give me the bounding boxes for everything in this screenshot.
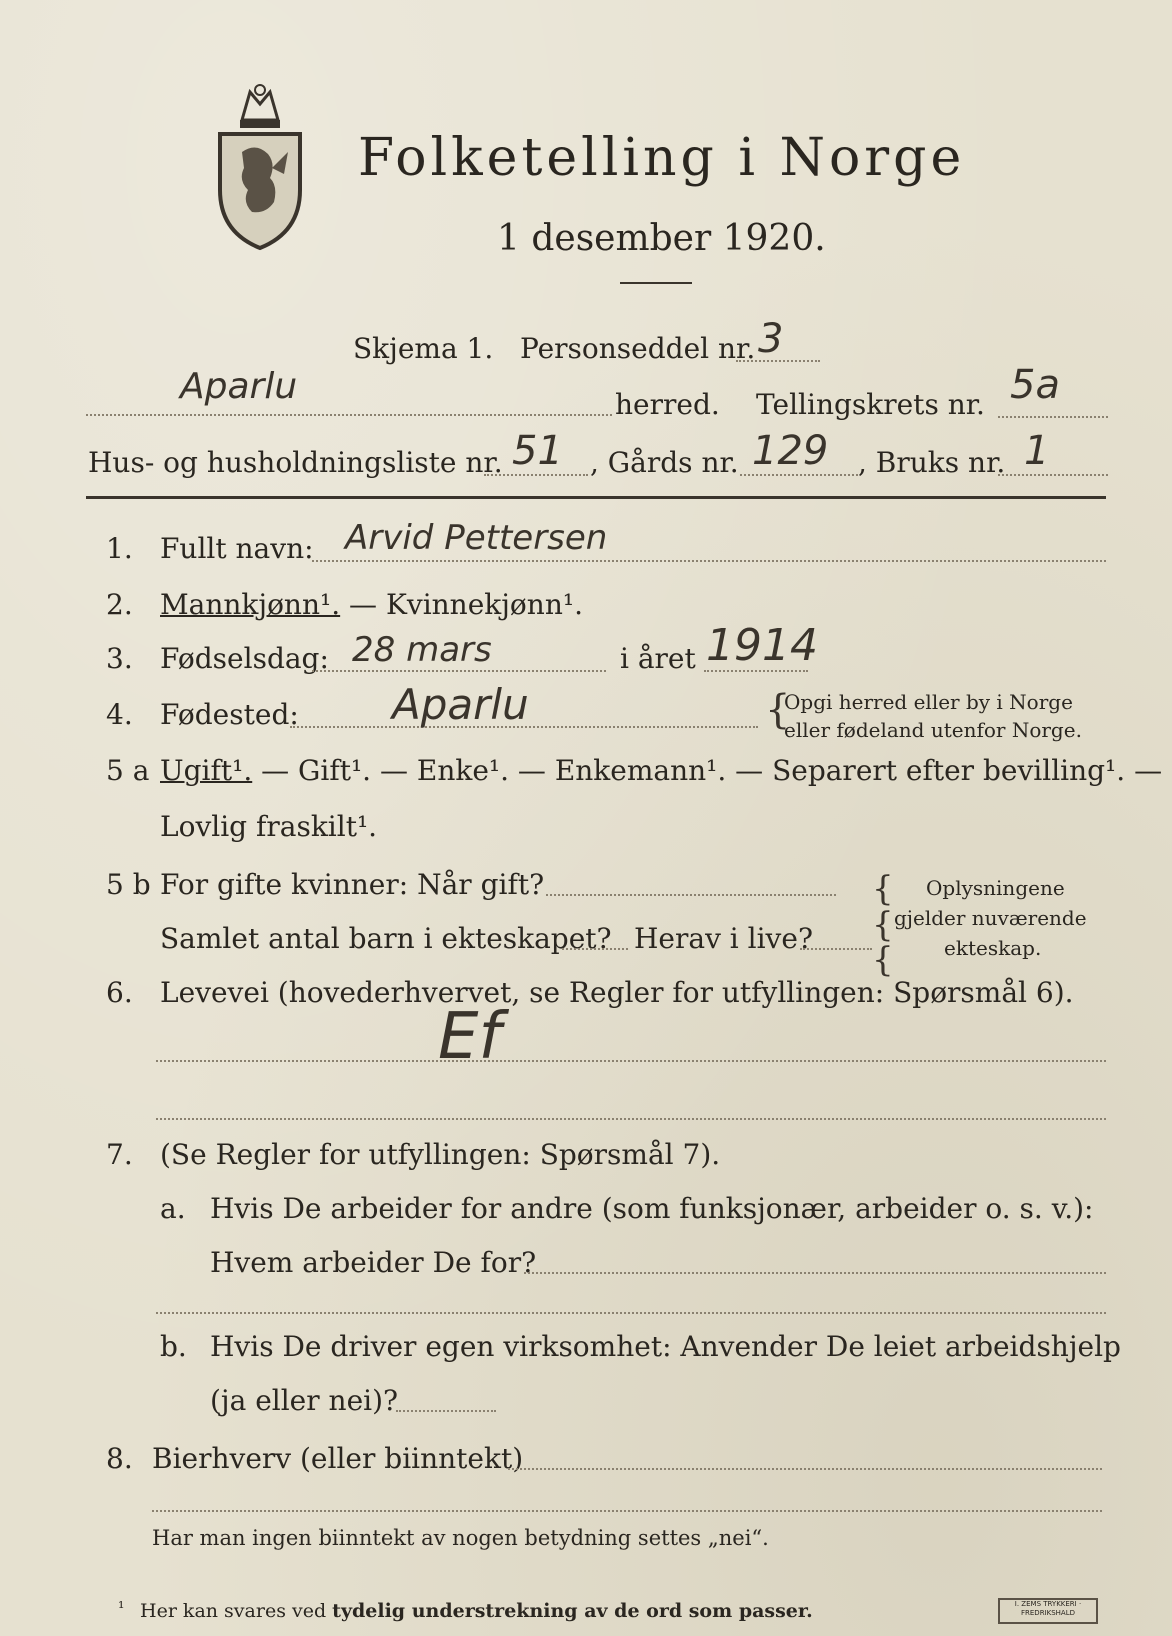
header-rule — [86, 496, 1106, 499]
census-form-page: Folketelling i Norge 1 desember 1920. Skjema 1. Personseddel nr. 3 Aparlu herred. Tellingskrets nr. 5a Hus- og husholdningsliste nr. 51 , Gårds nr. 129 , Bruks nr. 1 1. Fullt navn: Arvid Pettersen 2. Mannkjønn¹. — Kvinnekjønn¹. 3. Fødselsdag: 28 mars i året 1914 4. Fødested: Aparlu { Opgi herred eller by i Norge eller fødeland utenfor Norge. 5 a Ugift¹. — Gift¹. — Enke¹. — Enkemann¹. — Separert efter bevilling¹. — Lovlig fraskilt¹. 5 b For gifte kvinner: Når gift? Samlet antal barn i ekteskapet? Herav i live? { { { Oplysningene gjelder nuværende ekteskap. 6. Levevei (hovederhvervet, se Regler for utfyllingen: Spørsmål 6). Ef 7. (Se Regler for utfyllingen: Spørsmål 7). a. Hvis De arbeider for andre (som funksjonær, arbeider o. s. v.): Hvem arbeider De for? b. Hvis De driver egen virksomhet: Anvender De leiet arbeidshjelp (ja eller nei)? 8. Bierhverv (eller biinntekt) Har man ingen biinntekt av nogen betydning settes „nei“. ¹ Her kan svares ved tydelig understrekning av de ord som passer. I. ZEMS TRYKKERI · FREDRIKSHALD — [0, 0, 1172, 1636]
q5a-number: 5 a — [106, 754, 150, 787]
q2-number: 2. — [106, 588, 133, 621]
q4-note-1: Opgi herred eller by i Norge — [784, 690, 1073, 714]
bruks-value: 1 — [1024, 428, 1050, 474]
tellingskrets-label: Tellingskrets nr. — [756, 388, 985, 421]
q7b-letter: b. — [160, 1330, 187, 1363]
q5b-label-3: Herav i live? — [634, 922, 813, 955]
footnote-text: Her kan svares ved — [140, 1600, 333, 1622]
nei-note: Har man ingen biinntekt av nogen betydning settes „nei“. — [152, 1526, 769, 1550]
q7-label: (Se Regler for utfyllingen: Spørsmål 7). — [160, 1138, 721, 1171]
q5a-ugift: Ugift¹. — [160, 754, 253, 787]
printer-stamp: I. ZEMS TRYKKERI · FREDRIKSHALD — [998, 1598, 1098, 1624]
q4-number: 4. — [106, 698, 133, 731]
q3-year-label: i året — [620, 642, 696, 675]
q4-label: Fødested: — [160, 698, 299, 731]
q7-number: 7. — [106, 1138, 133, 1171]
footnote-mark: ¹ — [118, 1598, 125, 1617]
schema-label: Skjema 1. — [353, 332, 494, 365]
q6-value: Ef — [438, 1000, 501, 1074]
q3-number: 3. — [106, 642, 133, 675]
q3-label: Fødselsdag: — [160, 642, 329, 675]
footnote-bold: tydelig understrekning av de ord som passer. — [332, 1600, 813, 1622]
tellingskrets-value: 5a — [1010, 362, 1060, 408]
q5b-note-3: ekteskap. — [944, 936, 1042, 960]
q7b-line2: (ja eller nei)? — [210, 1384, 399, 1417]
coat-of-arms-icon — [212, 82, 308, 252]
q6-number: 6. — [106, 976, 133, 1009]
q5b-note-2: gjelder nuværende — [894, 906, 1087, 930]
q8-number: 8. — [106, 1442, 133, 1475]
q5b-note-1: Oplysningene — [926, 876, 1065, 900]
q8-label: Bierhverv (eller biinntekt) — [152, 1442, 524, 1475]
q1-value: Arvid Pettersen — [345, 518, 608, 558]
q7b-text: Hvis De driver egen virksomhet: Anvender De leiet arbeidshjelp — [210, 1330, 1121, 1363]
q4-value: Aparlu — [392, 680, 529, 729]
gards-value: 129 — [752, 428, 829, 474]
form-title: Folketelling i Norge — [358, 128, 966, 188]
herred-value: Aparlu — [180, 366, 298, 407]
hus-label: Hus- og husholdningsliste nr. — [88, 446, 503, 479]
personseddel-label: Personseddel nr. — [520, 332, 756, 365]
hus-value: 51 — [512, 428, 563, 474]
q3-value: 28 mars — [352, 630, 492, 670]
q5b-label-1: For gifte kvinner: Når gift? — [160, 868, 545, 901]
q4-note-2: eller fødeland utenfor Norge. — [784, 718, 1082, 742]
q5b-number: 5 b — [106, 868, 151, 901]
gards-label: , Gårds nr. — [590, 446, 739, 479]
q5a-options: — Gift¹. — Enke¹. — Enkemann¹. — Separert efter bevilling¹. — — [252, 754, 1163, 787]
q5a-line2: Lovlig fraskilt¹. — [160, 810, 378, 843]
bruks-label: , Bruks nr. — [858, 446, 1006, 479]
title-divider — [620, 282, 692, 284]
q2-separator: — — [340, 588, 386, 621]
q1-number: 1. — [106, 532, 133, 565]
form-date: 1 desember 1920. — [497, 218, 826, 259]
q7a-letter: a. — [160, 1192, 186, 1225]
q7a-line2: Hvem arbeider De for? — [210, 1246, 537, 1279]
herred-label: herred. — [615, 388, 720, 421]
personseddel-value: 3 — [758, 316, 784, 362]
q1-label: Fullt navn: — [160, 532, 314, 565]
q6-label: Levevei (hovederhvervet, se Regler for utfyllingen: Spørsmål 6). — [160, 976, 1074, 1009]
q3-year-value: 1914 — [706, 620, 818, 671]
q2-mann: Mannkjønn¹. — [160, 588, 341, 621]
q2-kvinne: Kvinnekjønn¹. — [385, 588, 583, 621]
q7a-text: Hvis De arbeider for andre (som funksjonær, arbeider o. s. v.): — [210, 1192, 1094, 1225]
q5b-label-2: Samlet antal barn i ekteskapet? — [160, 922, 612, 955]
